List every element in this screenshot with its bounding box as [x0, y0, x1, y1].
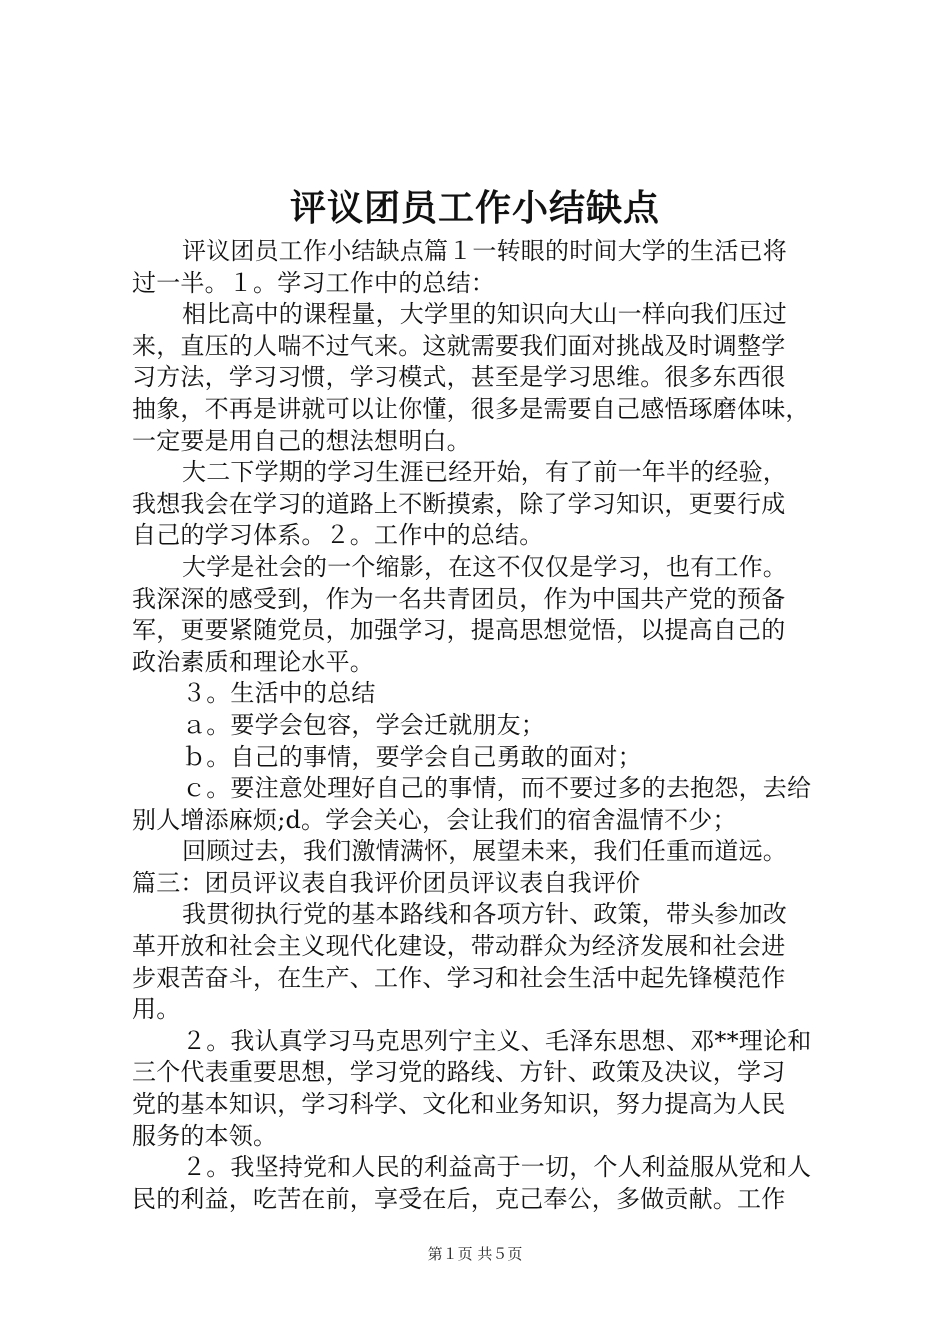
body-line: 大二下学期的学习生涯已经开始，有了前一年半的经验， [182, 458, 787, 487]
body-line: 军，更要紧随党员，加强学习，提高思想觉悟，以提高自己的 [132, 616, 786, 645]
body-line: 党的基本知识，学习科学、文化和业务知识，努力提高为人民 [132, 1090, 786, 1119]
body-line: 服务的本领。 [132, 1121, 278, 1150]
body-line: 革开放和社会主义现代化建设，带动群众为经济发展和社会进 [132, 932, 786, 961]
body-line: ａ。要学会包容，学会迁就朋友； [182, 710, 545, 739]
body-line: 过一半。１。学习工作中的总结： [132, 268, 495, 297]
page-footer: 第１页 共５页 [427, 1245, 523, 1263]
body-line: 评议团员工作小结缺点篇１一转眼的时间大学的生活已将 [182, 237, 787, 265]
body-line: 三个代表重要思想，学习党的路线、方针、政策及决议，学习 [132, 1058, 786, 1087]
body-line: 我深深的感受到，作为一名共青团员，作为中国共产党的预备 [132, 584, 786, 613]
body-line: 别人增添麻烦;d。学会关心，会让我们的宿舍温情不少； [132, 805, 737, 834]
body-line: ｃ。要注意处理好自己的事情，而不要过多的去抱怨，去给 [182, 774, 812, 803]
body-line: ３。生活中的总结 [182, 679, 376, 708]
body-line: 大学是社会的一个缩影，在这不仅仅是学习，也有工作。 [182, 552, 787, 581]
body-line: 步艰苦奋斗，在生产、工作、学习和社会生活中起先锋模范作 [132, 963, 786, 992]
body-line: 抽象，不再是讲就可以让你懂，很多是需要自己感悟琢磨体味， [132, 394, 810, 423]
body-line: 回顾过去，我们激情满怀，展望未来，我们任重而道远。 [182, 837, 787, 866]
body-line: 用。 [132, 995, 181, 1024]
body-line: ２。我坚持党和人民的利益高于一切，个人利益服从党和人 [182, 1153, 812, 1182]
body-line: ２。我认真学习马克思列宁主义、毛泽东思想、邓**理论和 [182, 1026, 812, 1055]
body-line: 一定要是用自己的想法想明白。 [132, 426, 471, 455]
body-line: 政治素质和理论水平。 [132, 647, 374, 676]
body-line: 我想我会在学习的道路上不断摸索，除了学习知识，更要行成 [132, 489, 786, 518]
body-line: 相比高中的课程量，大学里的知识向大山一样向我们压过 [182, 300, 787, 329]
body-line: ｂ。自己的事情，要学会自己勇敢的面对； [182, 742, 642, 771]
body-line: 自己的学习体系。２。工作中的总结。 [132, 521, 544, 550]
body-line: 民的利益，吃苦在前，享受在后，克己奉公，多做贡献。工作 [132, 1184, 786, 1213]
body-line: 习方法，学习习惯，学习模式，甚至是学习思维。很多东西很 [132, 363, 786, 392]
body-line: 篇三：团员评议表自我评价团员评议表自我评价 [132, 868, 641, 897]
body-line: 来，直压的人喘不过气来。这就需要我们面对挑战及时调整学 [132, 331, 786, 360]
body-line: 我贯彻执行党的基本路线和各项方针、政策，带头参加改 [182, 900, 787, 929]
document-body [132, 236, 832, 1215]
document-title: 评议团员工作小结缺点 [289, 187, 660, 229]
